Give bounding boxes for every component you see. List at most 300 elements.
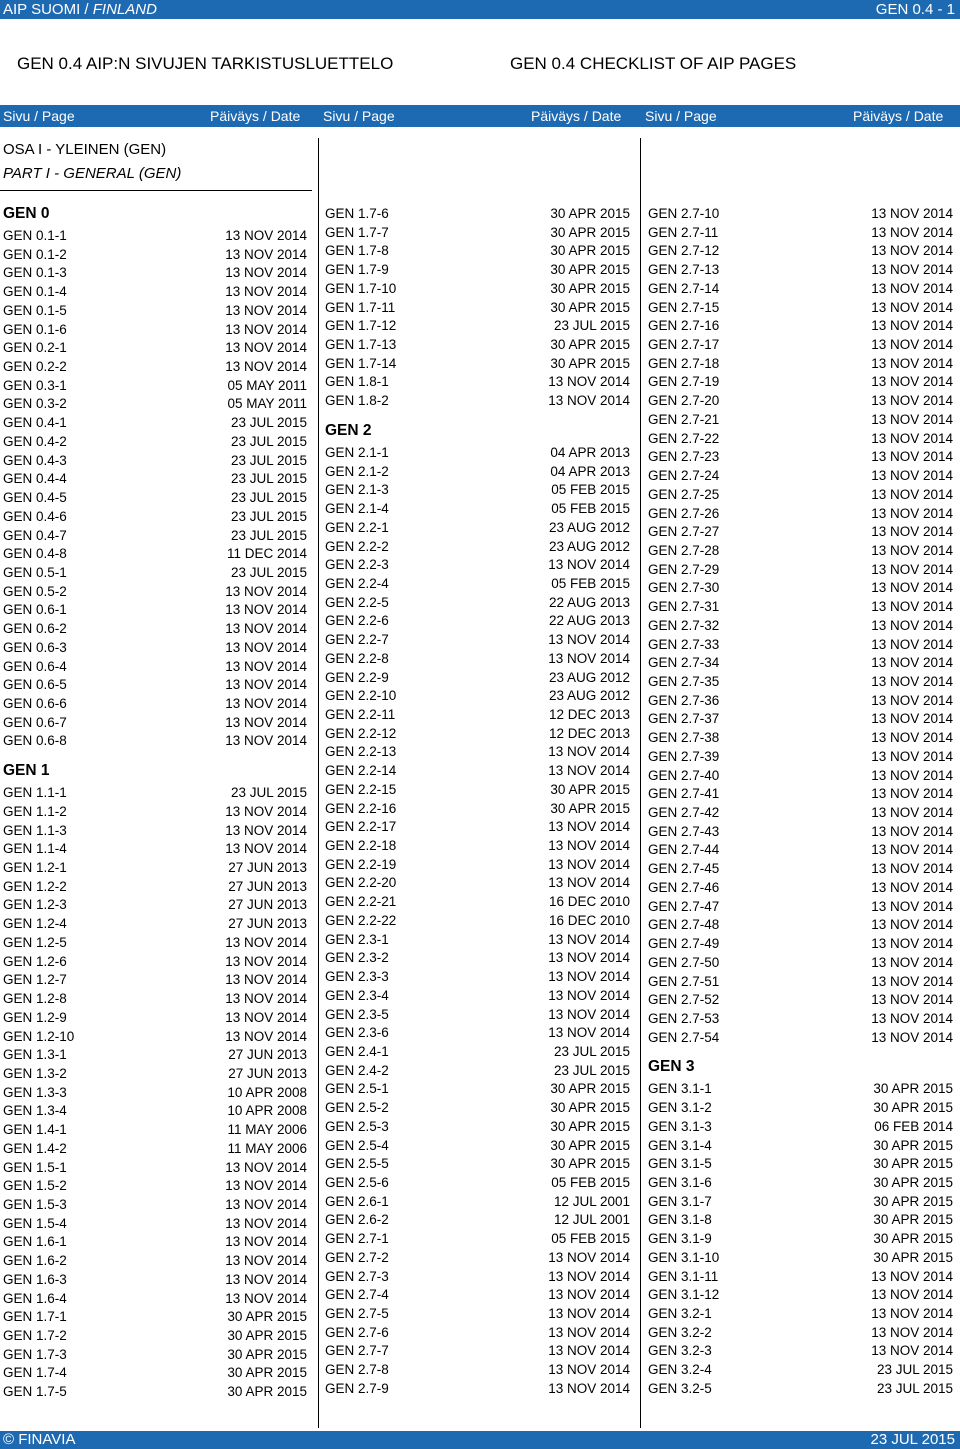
page-date: 11 MAY 2006 — [227, 1122, 307, 1138]
list-item — [648, 579, 953, 597]
page-id: GEN 2.2-4 — [325, 575, 389, 591]
list-item — [325, 1155, 630, 1173]
page-id: GEN 2.7-39 — [648, 748, 720, 764]
page-id: GEN 1.8-1 — [325, 374, 389, 390]
page-date: 13 NOV 2014 — [548, 987, 630, 1003]
page-id: GEN 1.2-6 — [3, 953, 67, 969]
page-date: 13 NOV 2014 — [225, 602, 307, 618]
list-item — [3, 283, 307, 301]
page-date: 12 JUL 2001 — [553, 1212, 630, 1228]
page-id: GEN 2.1-4 — [325, 501, 389, 517]
page-date: 30 APR 2015 — [550, 355, 630, 371]
page-date: 23 JUL 2015 — [553, 1043, 630, 1059]
page-id: GEN 2.7-38 — [648, 730, 720, 746]
page-date: 13 NOV 2014 — [871, 805, 953, 821]
list-item — [325, 1361, 630, 1379]
page-date: 13 NOV 2014 — [871, 411, 953, 427]
list-item — [648, 954, 953, 972]
page-id: GEN 2.7-24 — [648, 468, 720, 484]
page-id: GEN 1.7-5 — [3, 1384, 67, 1400]
page-date: 13 NOV 2014 — [548, 838, 630, 854]
page-id: GEN 1.1-3 — [3, 822, 67, 838]
page-date: 13 NOV 2014 — [548, 1343, 630, 1359]
page-id: GEN 1.2-5 — [3, 934, 67, 950]
list-item — [325, 1268, 630, 1286]
page-id: GEN 2.7-46 — [648, 879, 720, 895]
list-item — [3, 377, 307, 395]
list-item — [648, 860, 953, 878]
list-item — [3, 1271, 307, 1289]
page-date: 30 APR 2015 — [873, 1212, 953, 1228]
page-id: GEN 2.7-37 — [648, 711, 720, 727]
page-date: 13 NOV 2014 — [871, 430, 953, 446]
list-item — [3, 1308, 307, 1326]
list-item — [648, 448, 953, 466]
list-item — [325, 481, 630, 499]
list-item — [3, 1346, 307, 1364]
list-item — [648, 1174, 953, 1192]
page-id: GEN 2.2-14 — [325, 763, 397, 779]
page-date: 11 DEC 2014 — [226, 546, 307, 562]
page-id: GEN 3.1-11 — [648, 1268, 719, 1284]
list-item — [325, 1062, 630, 1080]
page-id: GEN 3.1-12 — [648, 1287, 720, 1303]
column-header-date-1: Päiväys / Date — [210, 108, 301, 124]
list-item — [648, 898, 953, 916]
page-id: GEN 0.6-1 — [3, 602, 67, 618]
page-id: GEN 2.3-3 — [325, 969, 389, 985]
page-id: GEN 2.7-44 — [648, 842, 720, 858]
page-id: GEN 2.5-4 — [325, 1137, 389, 1153]
page-id: GEN 2.7-7 — [325, 1343, 389, 1359]
page-id: GEN 2.7-31 — [648, 599, 720, 615]
page-date: 13 NOV 2014 — [871, 823, 953, 839]
page-footer-bar — [0, 1431, 960, 1449]
list-item — [648, 823, 953, 841]
list-item — [325, 1380, 630, 1398]
page-id: GEN 2.2-17 — [325, 819, 397, 835]
page-date: 23 JUL 2015 — [230, 471, 307, 487]
page-date: 05 FEB 2015 — [551, 1231, 630, 1247]
page-id: GEN 1.2-9 — [3, 1009, 67, 1025]
page-id: GEN 1.5-4 — [3, 1215, 67, 1231]
page-date: 13 NOV 2014 — [225, 841, 307, 857]
page-id: GEN 2.7-40 — [648, 767, 720, 783]
list-item — [648, 710, 953, 728]
list-item — [648, 392, 953, 410]
page-id: GEN 2.7-6 — [325, 1324, 389, 1340]
page-id: GEN 2.6-1 — [325, 1193, 389, 1209]
page-id: GEN 2.2-20 — [325, 875, 397, 891]
list-item — [648, 1029, 953, 1047]
page-date: 13 NOV 2014 — [871, 1029, 953, 1045]
list-item — [648, 261, 953, 279]
page-id: GEN 2.2-8 — [325, 650, 389, 666]
page-date: 23 JUL 2015 — [230, 433, 307, 449]
page-date: 30 APR 2015 — [550, 337, 630, 353]
page-date: 23 JUL 2015 — [876, 1362, 953, 1378]
page-date: 13 NOV 2014 — [871, 337, 953, 353]
page-id: GEN 2.7-5 — [325, 1306, 389, 1322]
page-id: GEN 0.1-2 — [3, 246, 67, 262]
list-item — [325, 463, 630, 481]
page-date: 13 NOV 2014 — [871, 318, 953, 334]
page-date: 27 JUN 2013 — [228, 1065, 307, 1081]
page-date: 23 JUL 2015 — [230, 527, 307, 543]
page-date: 13 NOV 2014 — [871, 655, 953, 671]
list-item — [325, 1249, 630, 1267]
list-item — [325, 687, 630, 705]
page-date: 27 JUN 2013 — [228, 878, 307, 894]
page-date: 30 APR 2015 — [873, 1249, 953, 1265]
page-id: GEN 0.6-3 — [3, 639, 67, 655]
list-item — [325, 280, 630, 298]
page-id: GEN 3.1-8 — [648, 1212, 712, 1228]
page-header-bar — [0, 0, 960, 19]
list-item — [3, 1009, 307, 1027]
page-date: 13 NOV 2014 — [871, 767, 953, 783]
page-date: 13 NOV 2014 — [225, 733, 307, 749]
page-id: GEN 1.2-7 — [3, 972, 67, 988]
page-id: GEN 1.2-1 — [3, 860, 67, 876]
page-id: GEN 2.7-8 — [325, 1362, 389, 1378]
page-date: 22 AUG 2013 — [548, 613, 630, 629]
page-id: GEN 0.4-7 — [3, 527, 67, 543]
page-id: GEN 1.6-4 — [3, 1290, 67, 1306]
page-date: 23 JUL 2015 — [230, 564, 307, 580]
list-item — [325, 373, 630, 391]
page-id: GEN 2.2-5 — [325, 594, 389, 610]
list-item — [648, 317, 953, 335]
page-id: GEN 0.6-4 — [3, 658, 67, 674]
list-item — [325, 781, 630, 799]
page-id: GEN 2.2-22 — [325, 912, 397, 928]
list-item — [3, 840, 307, 858]
page-date: 30 APR 2015 — [227, 1346, 307, 1362]
page-date: 13 NOV 2014 — [225, 359, 307, 375]
page-id: GEN 2.2-21 — [325, 894, 397, 910]
list-item — [325, 575, 630, 593]
list-item — [325, 355, 630, 373]
list-item — [648, 1230, 953, 1248]
page-id: GEN 1.7-14 — [325, 355, 397, 371]
column-header-bar — [0, 105, 960, 127]
list-item — [325, 336, 630, 354]
list-item — [3, 1252, 307, 1270]
page-date: 13 NOV 2014 — [548, 557, 630, 573]
list-item — [3, 1383, 307, 1401]
page-date: 12 DEC 2013 — [548, 725, 630, 741]
page-id: GEN 3.2-5 — [648, 1380, 712, 1396]
page-id: GEN 1.2-10 — [3, 1028, 75, 1044]
list-item — [648, 636, 953, 654]
page-id: GEN 2.2-6 — [325, 613, 389, 629]
page-id: GEN 0.3-2 — [3, 396, 67, 412]
page-date: 13 NOV 2014 — [225, 1009, 307, 1025]
page-date: 30 APR 2015 — [873, 1081, 953, 1097]
page-id: GEN 2.7-14 — [648, 280, 720, 296]
page-date: 13 NOV 2014 — [871, 617, 953, 633]
list-item — [648, 486, 953, 504]
page-id: GEN 0.6-8 — [3, 733, 67, 749]
page-id: GEN 3.1-5 — [648, 1156, 712, 1172]
page-id: GEN 2.1-1 — [325, 444, 389, 460]
page-id: GEN 2.5-1 — [325, 1081, 389, 1097]
page-date: 13 NOV 2014 — [548, 650, 630, 666]
list-item — [325, 261, 630, 279]
list-item — [3, 489, 307, 507]
page-id: GEN 2.7-2 — [325, 1249, 389, 1265]
page-id: GEN 1.1-1 — [3, 785, 67, 801]
page-date: 13 NOV 2014 — [548, 744, 630, 760]
page-id: GEN 0.6-5 — [3, 677, 67, 693]
page-id: GEN 2.7-36 — [648, 692, 720, 708]
page-id: GEN 2.7-23 — [648, 449, 720, 465]
page-id: GEN 1.6-2 — [3, 1253, 67, 1269]
page-id: GEN 2.7-30 — [648, 580, 720, 596]
list-item — [3, 395, 307, 413]
list-item — [325, 856, 630, 874]
page-id: GEN 1.2-2 — [3, 878, 67, 894]
page-date: 04 APR 2013 — [550, 463, 630, 479]
list-item — [3, 321, 307, 339]
page-date: 13 NOV 2014 — [871, 1287, 953, 1303]
page-date: 13 NOV 2014 — [225, 228, 307, 243]
page-id: GEN 0.6-7 — [3, 714, 67, 730]
page-date: 13 NOV 2014 — [225, 1290, 307, 1306]
list-item — [648, 991, 953, 1009]
page-date: 13 NOV 2014 — [871, 730, 953, 746]
page-date: 13 NOV 2014 — [871, 1268, 953, 1284]
list-item — [3, 470, 307, 488]
list-item — [3, 658, 307, 676]
page-id: GEN 1.8-2 — [325, 393, 389, 409]
page-date: 06 FEB 2014 — [874, 1118, 953, 1134]
page-id: GEN 2.2-2 — [325, 538, 389, 554]
page-date: 30 APR 2015 — [873, 1231, 953, 1247]
page-id: GEN 0.4-1 — [3, 415, 67, 431]
list-item — [325, 931, 630, 949]
page-date: 13 NOV 2014 — [871, 561, 953, 577]
page-date: 30 APR 2015 — [227, 1309, 307, 1325]
page-date: 30 APR 2015 — [550, 781, 630, 797]
page-id: GEN 2.7-25 — [648, 486, 720, 502]
page-date: 13 NOV 2014 — [225, 677, 307, 693]
group-heading: GEN 0 — [3, 205, 50, 222]
page-date: 13 NOV 2014 — [871, 374, 953, 390]
list-item — [648, 373, 953, 391]
list-item — [3, 1028, 307, 1046]
page-date: 05 MAY 2011 — [227, 396, 307, 412]
page-id: GEN 1.5-1 — [3, 1159, 67, 1175]
page-id: GEN 2.2-9 — [325, 669, 389, 685]
column-header-date-2: Päiväys / Date — [531, 108, 622, 124]
page-id: GEN 3.1-6 — [648, 1175, 712, 1190]
page-id: GEN 2.7-43 — [648, 823, 720, 839]
page-id: GEN 2.7-29 — [648, 561, 720, 577]
page-id: GEN 2.3-5 — [325, 1006, 389, 1022]
page-date: 13 NOV 2014 — [871, 299, 953, 315]
list-item — [648, 1361, 953, 1379]
list-item — [325, 818, 630, 836]
page-id: GEN 2.7-51 — [648, 973, 720, 989]
page-date: 13 NOV 2014 — [871, 674, 953, 689]
page-date: 13 NOV 2014 — [225, 583, 307, 599]
page-date: 27 JUN 2013 — [228, 1047, 307, 1063]
page-id: GEN 2.2-3 — [325, 557, 389, 573]
page-id: GEN 2.7-32 — [648, 617, 720, 633]
page-id: GEN 2.1-2 — [325, 463, 389, 479]
list-item — [3, 620, 307, 638]
page-date: 05 FEB 2015 — [551, 575, 630, 591]
list-item — [325, 224, 630, 242]
list-item — [648, 411, 953, 429]
list-item — [648, 935, 953, 953]
page-id: GEN 2.7-50 — [648, 954, 720, 970]
list-item — [3, 264, 307, 282]
page-id: GEN 0.1-5 — [3, 302, 67, 318]
list-item — [325, 519, 630, 537]
page-id: GEN 2.2-1 — [325, 519, 389, 535]
page-date: 16 DEC 2010 — [548, 912, 630, 928]
list-item — [325, 912, 630, 930]
list-item — [3, 583, 307, 601]
column-header-page-3: Sivu / Page — [645, 108, 717, 124]
page-id: GEN 2.2-19 — [325, 856, 397, 872]
list-item — [3, 896, 307, 914]
page-date: 13 NOV 2014 — [225, 658, 307, 674]
page-id: GEN 2.2-13 — [325, 744, 397, 760]
page-date: 13 NOV 2014 — [225, 972, 307, 988]
list-item — [648, 1380, 953, 1398]
list-item — [648, 804, 953, 822]
page-date: 13 NOV 2014 — [225, 1159, 307, 1175]
list-item — [648, 785, 953, 803]
page-id: GEN 2.7-11 — [648, 224, 719, 240]
page-id: GEN 2.5-2 — [325, 1100, 389, 1116]
list-item — [648, 1193, 953, 1211]
page-id: GEN 2.7-53 — [648, 1010, 720, 1026]
page-date: 23 AUG 2012 — [548, 669, 630, 685]
page-id: GEN 1.7-1 — [3, 1309, 67, 1325]
page-id: GEN 0.5-2 — [3, 583, 67, 599]
page-date: 13 NOV 2014 — [871, 786, 953, 802]
page-title-en: GEN 0.4 CHECKLIST OF AIP PAGES — [510, 54, 797, 73]
page-id: GEN 2.4-1 — [325, 1043, 389, 1059]
page-date: 13 NOV 2014 — [548, 1268, 630, 1284]
column-header-page-1: Sivu / Page — [3, 108, 75, 124]
page-date: 13 NOV 2014 — [871, 861, 953, 877]
page-id: GEN 2.4-2 — [325, 1062, 389, 1078]
page-date: 30 APR 2015 — [873, 1100, 953, 1116]
page-id: GEN 2.3-6 — [325, 1025, 389, 1041]
page-date: 30 APR 2015 — [550, 243, 630, 259]
header-country: FINLAND — [92, 1, 157, 18]
list-item — [648, 654, 953, 672]
page-id: GEN 2.7-10 — [648, 206, 720, 221]
page-id: GEN 0.2-2 — [3, 359, 67, 375]
page-date: 12 JUL 2001 — [553, 1193, 630, 1209]
list-item — [648, 280, 953, 298]
list-item — [3, 601, 307, 619]
page-id: GEN 0.1-6 — [3, 321, 67, 337]
list-item — [325, 1305, 630, 1323]
list-item — [648, 336, 953, 354]
list-item — [325, 1024, 630, 1042]
list-item — [325, 893, 630, 911]
page-date: 12 DEC 2013 — [548, 707, 630, 722]
list-item — [325, 1006, 630, 1024]
page-id: GEN 3.2-3 — [648, 1343, 712, 1359]
page-date: 30 APR 2015 — [550, 299, 630, 315]
list-item — [648, 224, 953, 242]
list-item — [648, 205, 953, 223]
page-id: GEN 1.3-4 — [3, 1103, 67, 1119]
list-item — [3, 1065, 307, 1083]
page-id: GEN 2.3-1 — [325, 931, 389, 947]
page-date: 13 NOV 2014 — [871, 280, 953, 296]
list-item — [648, 523, 953, 541]
list-item — [3, 1046, 307, 1064]
list-item — [648, 767, 953, 785]
page-id: GEN 0.2-1 — [3, 340, 67, 356]
list-item — [3, 1121, 307, 1139]
list-item — [648, 505, 953, 523]
page-id: GEN 0.4-5 — [3, 490, 67, 506]
page-date: 13 NOV 2014 — [225, 621, 307, 637]
list-item — [3, 302, 307, 320]
list-item — [648, 242, 953, 260]
page-date: 13 NOV 2014 — [548, 1025, 630, 1041]
page-id: GEN 2.7-45 — [648, 861, 720, 877]
page-id: GEN 1.4-1 — [3, 1122, 67, 1138]
page-id: GEN 2.6-2 — [325, 1212, 389, 1228]
page-date: 05 FEB 2015 — [551, 1175, 630, 1190]
column-header-page-2: Sivu / Page — [323, 108, 395, 124]
page-id: GEN 2.7-48 — [648, 917, 720, 933]
list-item — [325, 1324, 630, 1342]
page-id: GEN 3.1-2 — [648, 1100, 712, 1116]
page-date: 13 NOV 2014 — [871, 599, 953, 615]
page-date: 05 MAY 2011 — [227, 377, 307, 393]
list-item — [3, 732, 307, 750]
page-date: 13 NOV 2014 — [871, 1306, 953, 1322]
page-id: GEN 3.1-1 — [648, 1081, 712, 1097]
list-item — [3, 564, 307, 582]
page-id: GEN 0.6-6 — [3, 696, 67, 711]
list-item — [648, 598, 953, 616]
page-date: 27 JUN 2013 — [228, 860, 307, 876]
page-date: 13 NOV 2014 — [871, 206, 953, 221]
page-id: GEN 2.7-13 — [648, 262, 720, 278]
page-id: GEN 2.7-3 — [325, 1268, 389, 1284]
page-id: GEN 2.5-5 — [325, 1156, 389, 1172]
page-id: GEN 3.1-9 — [648, 1231, 712, 1247]
page-id: GEN 2.2-16 — [325, 800, 397, 816]
page-date: 27 JUN 2013 — [228, 897, 307, 913]
page-date: 13 NOV 2014 — [548, 1249, 630, 1265]
list-item — [3, 1327, 307, 1345]
list-item — [3, 508, 307, 526]
page-id: GEN 2.2-10 — [325, 688, 397, 704]
page-id: GEN 0.4-3 — [3, 452, 67, 468]
page-id: GEN 0.4-2 — [3, 433, 67, 449]
list-item — [3, 1196, 307, 1214]
page-date: 05 FEB 2015 — [551, 482, 630, 498]
page-id: GEN 1.2-8 — [3, 991, 67, 1007]
page-id: GEN 0.5-1 — [3, 564, 67, 580]
page-id: GEN 2.7-54 — [648, 1029, 720, 1045]
